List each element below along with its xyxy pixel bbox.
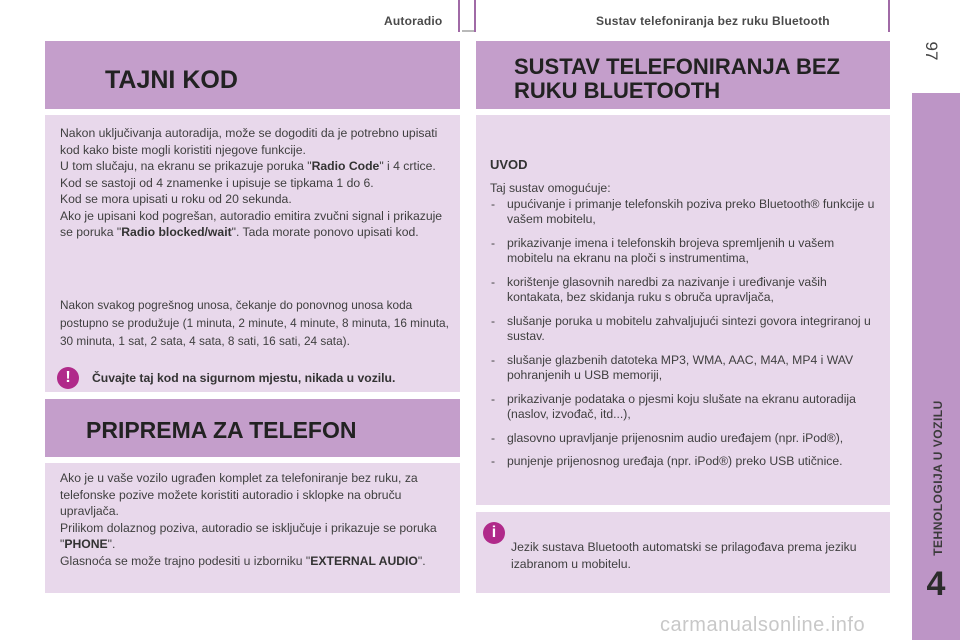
list-item: - punjenje prijenosnog uređaja (npr. iPod®) preko USB utičnice.	[490, 454, 880, 470]
header-divider-middle	[474, 0, 476, 32]
tajni-kod-warning: Čuvajte taj kod na sigurnom mjestu, nikada u vozilu.	[92, 371, 396, 385]
list-item: - glasovno upravljanje prijenosnim audio uređajem (npr. iPod®),	[490, 431, 880, 447]
header-section-right: Sustav telefoniranja bez ruku Bluetooth	[596, 14, 830, 28]
warning-icon: !	[57, 367, 79, 389]
chapter-sidebar	[912, 93, 960, 640]
uvod-heading: UVOD	[490, 157, 528, 172]
header-divider-left	[458, 0, 460, 32]
priprema-title: PRIPREMA ZA TELEFON	[86, 417, 357, 443]
list-item: - slušanje poruka u mobitelu zahvaljujući sintezi govora integriranoj u sustav.	[490, 314, 880, 345]
header-divider-right	[888, 0, 890, 32]
tajni-kod-p3: Kod se sastoji od 4 znamenke i upisuje se tipkama 1 do 6.	[60, 175, 374, 190]
tajni-kod-p1: Nakon uključivanja autoradija, može se dogoditi da je potrebno upisati kod kako biste mogli koristiti njegove funkcije.	[60, 126, 438, 157]
info-icon: i	[483, 522, 505, 544]
info-text: Jezik sustava Bluetooth automatski se prilagođava prema jeziku izabranom u mobitelu.	[511, 540, 857, 571]
list-item: - korištenje glasovnih naredbi za nazivanje i uređivanje vaših kontakata, bez skidanja ruku s obruča upravljača,	[490, 275, 880, 306]
tajni-kod-p2: U tom slučaju, na ekranu se prikazuje poruka "Radio Code" i 4 crtice.	[60, 159, 436, 173]
uvod-intro: Taj sustav omogućuje:	[490, 181, 611, 195]
list-item: - prikazivanje podataka o pjesmi koju slušate na ekranu autoradija (naslov, izvođač, itd...),	[490, 392, 880, 423]
header-section-left: Autoradio	[384, 14, 443, 28]
bluetooth-text	[490, 181, 880, 478]
feature-list	[490, 197, 880, 470]
list-item: - slušanje glazbenih datoteka MP3, WMA, AAC, M4A, MP4 i WAV pohranjenih u USB memoriji,	[490, 353, 880, 384]
list-item: - prikazivanje imena i telefonskih brojeva spremljenih u vašem mobitelu na ekranu na ploči s instrumentima,	[490, 236, 880, 267]
priprema-p3: Glasnoća se može trajno podesiti u izborniku "EXTERNAL AUDIO".	[60, 553, 426, 568]
bluetooth-title: SUSTAV TELEFONIRANJA BEZ RUKU BLUETOOTH	[514, 54, 840, 103]
tajni-kod-p6: Nakon svakog pogrešnog unosa, čekanje do ponovnog unosa koda postupno se produžuje (1 minuta, 2 minute, 4 minute, 8 minuta, 16 minuta, 30 minuta, 1 sat, 2 sata, 4 sata, 8 sati, 16 sati, 24 sata).	[60, 298, 449, 348]
chapter-number: 4	[926, 565, 946, 603]
priprema-p2: Prilikom dolaznog poziva, autoradio se isključuje i prikazuje se poruka "PHONE".	[60, 520, 437, 551]
watermark: carmanualsonline.info	[660, 614, 866, 636]
tajni-kod-p5: Ako je upisani kod pogrešan, autoradio emitira zvučni signal i prikazuje se poruka "Radio blocked/wait". Tada morate ponovo upisati kod.	[60, 208, 443, 239]
tajni-kod-title: TAJNI KOD	[105, 66, 238, 94]
page-number: 97	[922, 41, 941, 61]
tajni-kod-p4: Kod se mora upisati u roku od 20 sekunda.	[60, 192, 292, 206]
chapter-label: TEHNOLOGIJA U VOZILU	[931, 400, 945, 556]
priprema-text	[60, 470, 452, 569]
list-item: - upućivanje i primanje telefonskih poziva preko Bluetooth® funkcije u vašem mobitelu,	[490, 197, 880, 228]
priprema-p1: Ako je u vaše vozilo ugrađen komplet za telefoniranje bez ruku, za telefonske pozive možete koristiti autoradio i sklopke na obruču upravljača.	[60, 471, 418, 518]
tajni-kod-text	[60, 125, 450, 241]
